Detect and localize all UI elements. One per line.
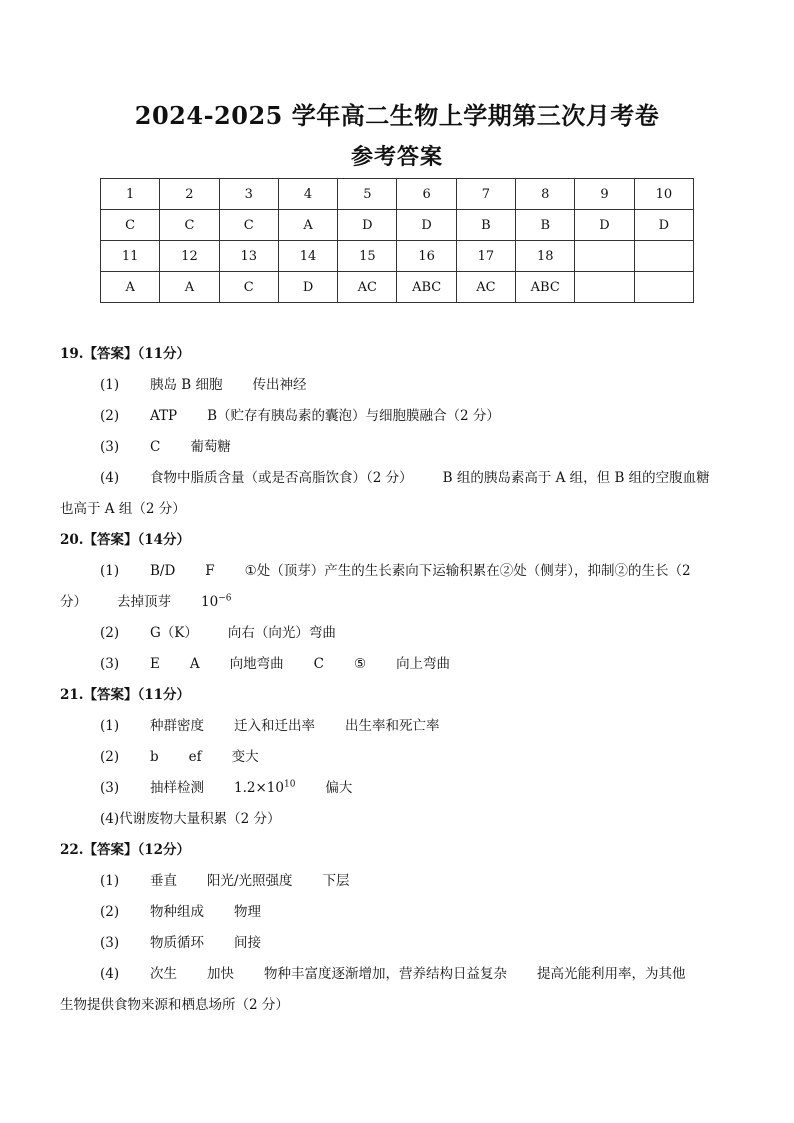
answer-cell: C — [219, 210, 278, 241]
answer-cell: D — [397, 210, 456, 241]
q22-heading: 22.【答案】（12分） — [60, 842, 191, 858]
q21-part2 — [60, 744, 740, 775]
part-number: (1) — [100, 377, 120, 393]
answer-cell: D — [575, 210, 634, 241]
part-number: (3) — [100, 780, 120, 796]
answer-cell: D — [278, 272, 337, 303]
answer-text: 葡萄糖 — [190, 439, 231, 455]
question-number-cell: 8 — [516, 179, 575, 210]
part-number: (4) — [100, 966, 120, 982]
answer-text: B/D — [150, 563, 176, 579]
answer-text: E — [150, 656, 160, 672]
answer-text: ef — [188, 749, 202, 765]
answer-content — [60, 341, 740, 1023]
q20-part3 — [60, 651, 740, 682]
part-number: (2) — [100, 904, 120, 920]
question-number-cell: 4 — [278, 179, 337, 210]
question-number-cell: 11 — [101, 241, 160, 272]
exponent: −6 — [218, 593, 232, 604]
answer-text: 分） — [60, 594, 87, 610]
q22-part1 — [60, 868, 740, 899]
part-number: (2) — [100, 749, 120, 765]
answer-text: 提高光能利用率，为其他 — [537, 966, 686, 982]
part-number: (1) — [100, 873, 120, 889]
answer-cell: B — [456, 210, 515, 241]
answer-text: 物种丰富度逐渐增加，营养结构日益复杂 — [264, 966, 507, 982]
answer-cell: A — [101, 272, 160, 303]
answer-text: A — [189, 656, 200, 672]
answer-cell: B — [516, 210, 575, 241]
answer-text: C — [313, 656, 324, 672]
answer-cell: ABC — [516, 272, 575, 303]
question-number-cell: 6 — [397, 179, 456, 210]
page-subtitle: 参考答案 — [350, 144, 443, 170]
answer-cell: AC — [456, 272, 515, 303]
answer-text: 阳光/光照强度 — [207, 873, 293, 889]
answer-text: 变大 — [231, 749, 259, 765]
answer-text: 向右（向光）弯曲 — [227, 625, 336, 641]
q19-part3 — [60, 434, 740, 465]
answer-text: b — [150, 749, 159, 765]
answer-cell: D — [634, 210, 693, 241]
answer-text: 向地弯曲 — [229, 656, 284, 672]
answer-text: 迁入和迁出率 — [234, 718, 315, 734]
question-number-cell: 17 — [456, 241, 515, 272]
answer-text: 偏大 — [325, 780, 353, 796]
q19-part4-continued: 也高于 A 组（2 分） — [60, 501, 186, 517]
q21-part4: (4)代谢废物大量积累（2 分） — [100, 811, 281, 827]
answer-text: 物理 — [234, 904, 261, 920]
answer-text: 间接 — [234, 935, 261, 951]
answer-text: 下层 — [322, 873, 350, 889]
answer-text: 次生 — [150, 966, 177, 982]
answer-row — [101, 272, 694, 303]
answer-cell: D — [338, 210, 397, 241]
answer-cell: A — [160, 272, 219, 303]
answer-text: 加快 — [207, 966, 234, 982]
exponent: 10 — [283, 779, 296, 790]
q21-heading: 21.【答案】（11分） — [60, 687, 191, 703]
question-number-cell: 2 — [160, 179, 219, 210]
q22-part4 — [60, 961, 740, 992]
answer-text: 抽样检测 — [150, 780, 204, 796]
answer-cell: C — [160, 210, 219, 241]
answer-text: B（贮存有胰岛素的囊泡）与细胞膜融合（2 分） — [207, 408, 500, 424]
q22-part2 — [60, 899, 740, 930]
answer-text: 垂直 — [150, 873, 177, 889]
question-number-row — [101, 241, 694, 272]
part-number: (1) — [100, 718, 120, 734]
part-number: (3) — [100, 656, 120, 672]
question-number-cell — [575, 241, 634, 272]
answer-text: ATP — [150, 408, 178, 424]
answer-cell: C — [219, 272, 278, 303]
question-number-cell: 12 — [160, 241, 219, 272]
answer-table — [100, 178, 694, 303]
question-number-cell: 3 — [219, 179, 278, 210]
answer-text: ⑤ — [353, 656, 367, 672]
answer-text: 出生率和死亡率 — [345, 718, 440, 734]
answer-text: F — [205, 563, 215, 579]
part-number: (4) — [100, 470, 120, 486]
answer-text: ①处（顶芽）产生的生长素向下运输积累在②处（侧芽），抑制②的生长（2 — [244, 563, 691, 579]
q19-part1 — [60, 372, 740, 403]
question-number-cell: 18 — [516, 241, 575, 272]
answer-cell: ABC — [397, 272, 456, 303]
q19-part2 — [60, 403, 740, 434]
q22-part3 — [60, 930, 740, 961]
question-number-cell: 7 — [456, 179, 515, 210]
answer-text: 食物中脂质含量（或是否高脂饮食）（2 分） — [150, 470, 413, 486]
answer-text: 1.2×10 — [234, 780, 284, 796]
q22-part4-continued: 生物提供食物来源和栖息场所（2 分） — [60, 997, 289, 1013]
answer-cell: AC — [338, 272, 397, 303]
question-number-cell: 9 — [575, 179, 634, 210]
question-number-cell: 16 — [397, 241, 456, 272]
answer-cell — [634, 272, 693, 303]
part-number: (2) — [100, 408, 120, 424]
answer-text: C — [150, 439, 161, 455]
answer-text: G（K） — [150, 625, 198, 641]
q20-part1-continued — [60, 589, 740, 620]
q20-part1 — [60, 558, 740, 589]
answer-cell: A — [278, 210, 337, 241]
q19-heading: 19.【答案】（11分） — [60, 346, 191, 362]
answer-text: B 组的胰岛素高于 A 组，但 B 组的空腹血糖 — [442, 470, 710, 486]
answer-text: 胰岛 B 细胞 — [150, 377, 223, 393]
part-number: (1) — [100, 563, 120, 579]
question-number-cell: 5 — [338, 179, 397, 210]
answer-cell: C — [101, 210, 160, 241]
answer-text: 向上弯曲 — [396, 656, 451, 672]
part-number: (3) — [100, 935, 120, 951]
q20-part2 — [60, 620, 740, 651]
question-number-row — [101, 179, 694, 210]
question-number-cell: 13 — [219, 241, 278, 272]
q19-part4 — [60, 465, 740, 496]
answer-text: 种群密度 — [150, 718, 204, 734]
answer-text: 物种组成 — [150, 904, 204, 920]
question-number-cell — [634, 241, 693, 272]
question-number-cell: 1 — [101, 179, 160, 210]
question-number-cell: 14 — [278, 241, 337, 272]
answer-text: 物质循环 — [150, 935, 204, 951]
q21-part3 — [60, 775, 740, 806]
answer-cell — [575, 272, 634, 303]
question-number-cell: 15 — [338, 241, 397, 272]
question-number-cell: 10 — [634, 179, 693, 210]
part-number: (2) — [100, 625, 120, 641]
part-number: (3) — [100, 439, 120, 455]
q20-heading: 20.【答案】（14分） — [60, 532, 191, 548]
answer-row — [101, 210, 694, 241]
q21-part1 — [60, 713, 740, 744]
answer-table-body — [101, 179, 694, 303]
answer-text: 传出神经 — [252, 377, 307, 393]
answer-text: 10 — [201, 594, 219, 610]
page-title: 2024-2025 学年高二生物上学期第三次月考卷 — [134, 101, 660, 130]
answer-text: 去掉顶芽 — [117, 594, 171, 610]
